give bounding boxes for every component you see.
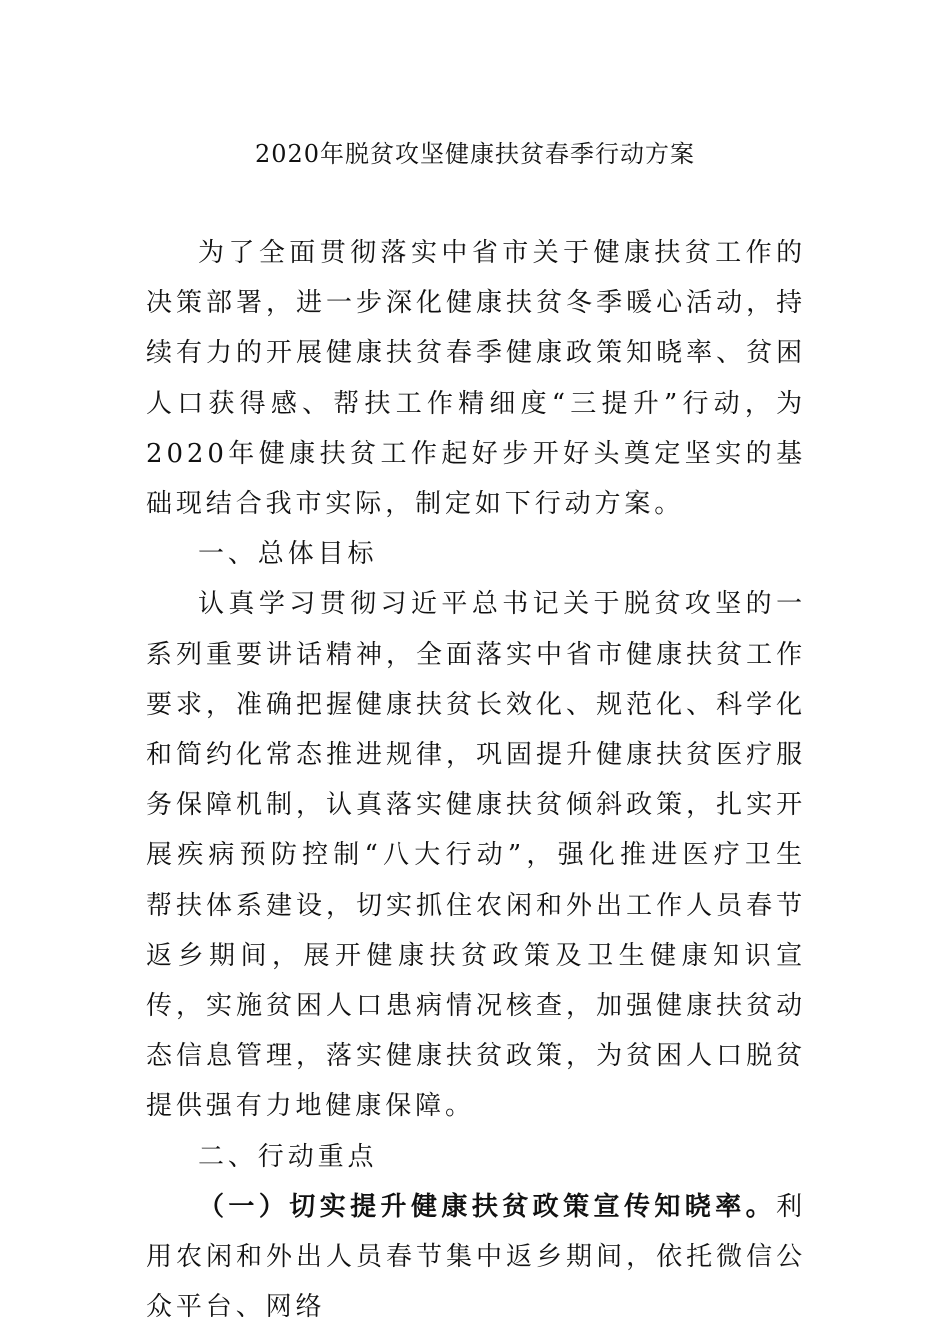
section2-item1-paragraph — [146, 1182, 806, 1333]
section2-item1-text: 利用农闲和外出人员春节集中返乡期间，依托微信公众平台、网络 — [146, 1191, 806, 1323]
intro-paragraph: 为了全面贯彻落实中省市关于健康扶贫工作的决策部署，进一步深化健康扶贫冬季暖心活动，持续有力的开展健康扶贫春季健康政策知晓率、贫困人口获得感、帮扶工作精细度“三提升”行动，为2020年健康扶贫工作起好步开好头奠定坚实的基础现结合我市实际，制定如下行动方案。 — [146, 238, 806, 520]
document-body — [146, 228, 806, 1332]
document-title: 2020年脱贫攻坚健康扶贫春季行动方案 — [254, 140, 696, 168]
section2-heading: 二、行动重点 — [198, 1141, 378, 1172]
section1-paragraph: 认真学习贯彻习近平总书记关于脱贫攻坚的一系列重要讲话精神，全面落实中省市健康扶贫工作要求，准确把握健康扶贫长效化、规范化、科学化和简约化常态推进规律，巩固提升健康扶贫医疗服务保障机制，认真落实健康扶贫倾斜政策，扎实开展疾病预防控制“八大行动”，强化推进医疗卫生帮扶体系建设，切实抓住农闲和外出工作人员春节返乡期间，展开健康扶贫政策及卫生健康知识宣传，实施贫困人口患病情况核查，加强健康扶贫动态信息管理，落实健康扶贫政策，为贫困人口脱贫提供强有力地健康保障。 — [146, 589, 806, 1122]
section1-heading: 一、总体目标 — [198, 539, 378, 570]
section2-item1-lead: （一）切实提升健康扶贫政策宣传知晓率。 — [198, 1191, 777, 1222]
